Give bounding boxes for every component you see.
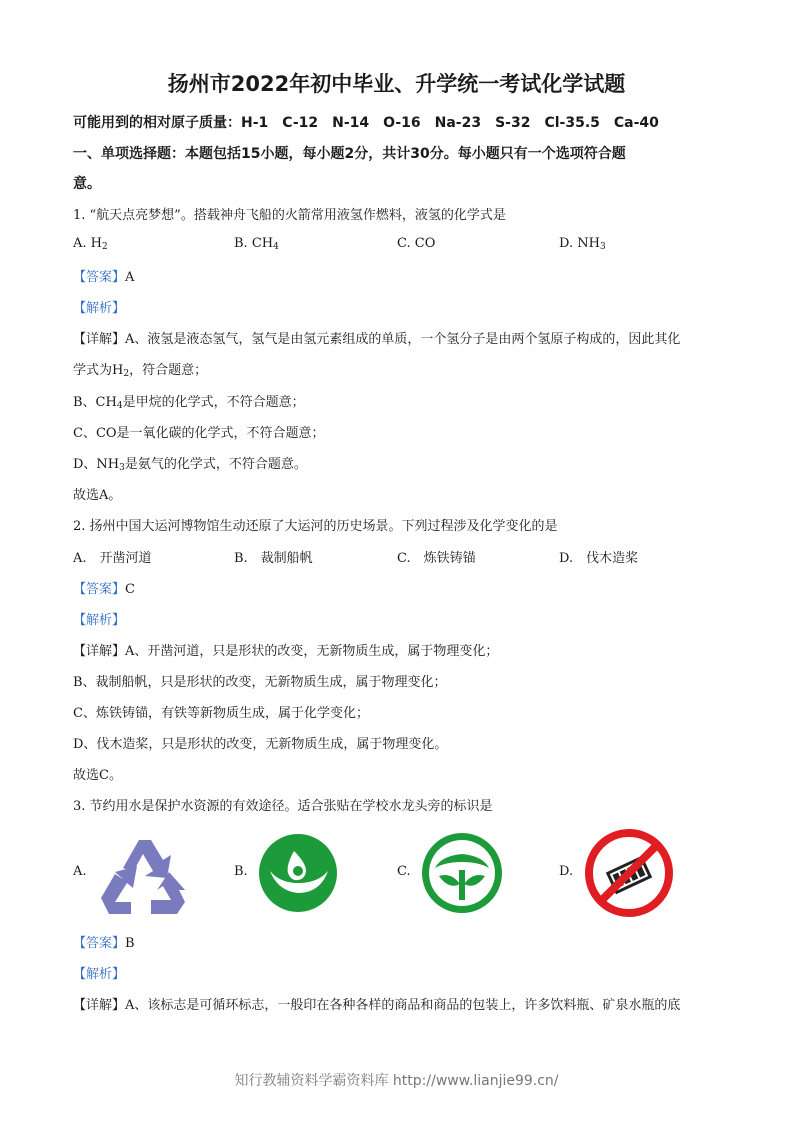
q3-answer: 【答案】B bbox=[73, 936, 135, 951]
q3-analysis-tag: 【解析】 bbox=[73, 967, 126, 982]
q1-option-b: B. $CH_4$ bbox=[234, 236, 279, 252]
q2-option-a: A. 开凿河道 bbox=[73, 551, 152, 566]
water-saving-icon bbox=[258, 833, 338, 913]
recycle-icon bbox=[93, 828, 193, 920]
q1-option-c: C. CO bbox=[397, 236, 436, 251]
section-heading: 一、单项选择题：本题包括15小题，每小题2分，共计30分。每小题只有一个选项符合题 bbox=[73, 146, 626, 162]
q1-detail-3: B、$CH_4$是甲烷的化学式，不符合题意； bbox=[73, 395, 305, 411]
q3-option-b-label: B. bbox=[234, 864, 248, 879]
q3-option-c-label: C. bbox=[397, 864, 411, 879]
q3-option-a-label: A. bbox=[73, 864, 87, 879]
page-footer: 知行教辅资料学霸资料库 http://www.lianjie99.cn/ bbox=[234, 1073, 559, 1089]
q1-analysis-tag: 【解析】 bbox=[73, 301, 126, 316]
q2-option-d: D. 伐木造桨 bbox=[559, 551, 639, 566]
q1-detail-4: C、CO是一氧化碳的化学式，不符合题意； bbox=[73, 426, 325, 441]
no-fireworks-icon bbox=[583, 827, 675, 919]
q2-detail-1: 【详解】A、开凿河道，只是形状的改变，无新物质生成，属于物理变化； bbox=[73, 644, 499, 659]
page-title: 扬州市2022年初中毕业、升学统一考试化学试题 bbox=[167, 72, 626, 96]
section-heading-cont: 意。 bbox=[73, 176, 101, 192]
q1-stem: 1. “航天点亮梦想”。搭载神舟飞船的火箭常用液氢作燃料，液氢的化学式是 bbox=[73, 208, 506, 223]
q1-detail-1: 【详解】A、液氢是液态氢气，氢气是由氢元素组成的单质，一个氢分子是由两个氢原子构成的，因此其化 bbox=[73, 332, 681, 347]
q1-detail-2: 学式为$H_2$，符合题意； bbox=[73, 363, 208, 379]
q2-detail-3: C、炼铁铸锚，有铁等新物质生成，属于化学变化； bbox=[73, 706, 369, 721]
q3-detail-1: 【详解】A、该标志是可循环标志，一般印在各种各样的商品和商品的包装上，许多饮料瓶、矿泉水瓶的底 bbox=[73, 998, 681, 1013]
q2-option-b: B. 裁制船帆 bbox=[234, 551, 313, 566]
q2-analysis-tag: 【解析】 bbox=[73, 613, 126, 628]
q2-answer: 【答案】C bbox=[73, 582, 135, 597]
q1-option-a: A. $H_2$ bbox=[73, 236, 108, 252]
q2-stem: 2. 扬州中国大运河博物馆生动还原了大运河的历史场景。下列过程涉及化学变化的是 bbox=[73, 519, 558, 534]
atomic-masses: 可能用到的相对原子质量：H-1 C-12 N-14 O-16 Na-23 S-32 Cl-35.5 Ca-40 bbox=[73, 115, 659, 131]
q3-stem: 3. 节约用水是保护水资源的有效途径。适合张贴在学校水龙头旁的标识是 bbox=[73, 799, 493, 814]
q2-detail-2: B、裁制船帆，只是形状的改变，无新物质生成，属于物理变化； bbox=[73, 675, 447, 690]
q1-conclusion: 故选A。 bbox=[73, 488, 122, 503]
q1-answer: 【答案】A bbox=[73, 270, 135, 285]
green-food-icon bbox=[421, 832, 503, 914]
q2-detail-4: D、伐木造桨，只是形状的改变，无新物质生成，属于物理变化。 bbox=[73, 737, 448, 752]
q1-detail-5: D、$NH_3$是氨气的化学式，不符合题意。 bbox=[73, 457, 307, 473]
q2-conclusion: 故选C。 bbox=[73, 768, 122, 783]
q2-option-c: C. 炼铁铸锚 bbox=[397, 551, 476, 566]
q1-option-d: D. $NH_3$ bbox=[559, 236, 606, 252]
q3-option-d-label: D. bbox=[559, 864, 574, 879]
